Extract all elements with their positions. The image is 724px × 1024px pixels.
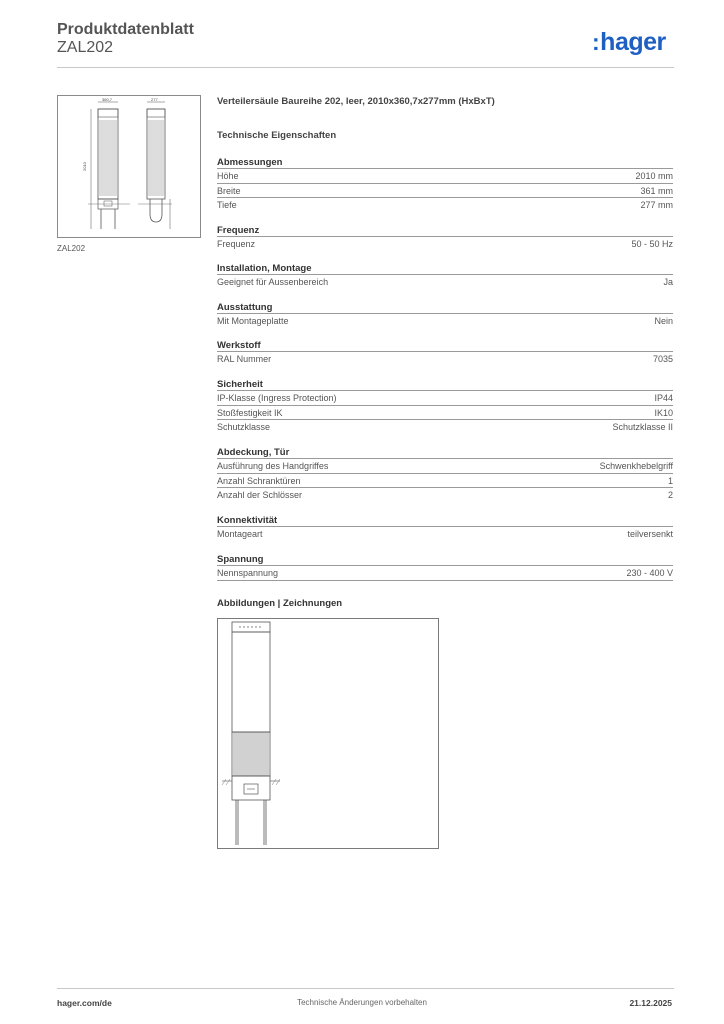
spec-label: Montageart [217, 529, 263, 539]
spec-label: Anzahl der Schlösser [217, 490, 303, 500]
spec-value: Ja [663, 277, 673, 287]
section-title-abmessungen: Abmessungen [217, 157, 283, 168]
logo-text: hager [600, 28, 666, 56]
spec-value: 230 - 400 V [626, 568, 673, 578]
dim-depth-label: 277 [151, 97, 158, 102]
spec-label: Ausführung des Handgriffes [217, 461, 329, 471]
logo-colon-icon: : [592, 29, 600, 55]
spec-row-frequenz [217, 236, 673, 251]
spec-label: IP-Klasse (Ingress Protection) [217, 393, 337, 403]
thumbnail-drawing [58, 96, 200, 237]
spec-row-ik [217, 405, 673, 420]
footer-divider [57, 988, 674, 989]
spec-value: IK10 [654, 407, 673, 418]
spec-row-montageart [217, 526, 673, 541]
spec-row-ral [217, 351, 673, 366]
spec-row-aussenbereich [217, 274, 673, 289]
spec-value: Schutzklasse II [612, 422, 673, 432]
spec-label: RAL Nummer [217, 354, 272, 364]
section-title-werkstoff: Werkstoff [217, 340, 261, 351]
spec-label: Geeignet für Aussenbereich [217, 277, 329, 287]
spec-value: 2010 mm [635, 171, 673, 181]
figure-drawing[interactable] [217, 618, 439, 849]
spec-value: teilversenkt [627, 529, 673, 539]
cabinet-drawing [218, 619, 438, 848]
spec-value: 7035 [652, 354, 673, 364]
section-title-installation: Installation, Montage [217, 263, 312, 274]
spec-row-schloesser [217, 487, 673, 502]
spec-label: Frequenz [217, 239, 256, 249]
section-title-frequenz: Frequenz [217, 225, 260, 236]
spec-row-schranktueren [217, 473, 673, 488]
footer-website-link[interactable]: hager.com/de [57, 998, 112, 1008]
product-thumbnail[interactable] [57, 95, 201, 238]
hager-logo[interactable] [592, 28, 666, 57]
section-title-ausstattung: Ausstattung [217, 302, 273, 313]
spec-value: IP44 [654, 393, 673, 403]
page-title: Produktdatenblatt [57, 21, 194, 38]
dim-height-label: 2010 [82, 162, 87, 171]
spec-row-breite [217, 183, 673, 198]
spec-row-nennspannung [217, 565, 673, 580]
footer-date: 21.12.2025 [629, 998, 672, 1008]
figures-title: Abbildungen | Zeichnungen [217, 598, 343, 609]
section-title-konnektivitaet: Konnektivität [217, 515, 278, 526]
section-title-abdeckung: Abdeckung, Tür [217, 447, 290, 458]
spec-row-hoehe [217, 168, 673, 183]
spec-row-tiefe [217, 197, 673, 212]
section-title-spannung: Spannung [217, 554, 264, 565]
spec-value: 2 [667, 490, 673, 500]
technical-heading: Technische Eigenschaften [217, 130, 337, 141]
spec-label: Tiefe [217, 200, 237, 210]
spec-label: Schutzklasse [217, 422, 271, 432]
spec-value: Nein [654, 316, 673, 326]
spec-row-montageplatte [217, 313, 673, 328]
product-code: ZAL202 [57, 39, 114, 56]
spec-row-handgriff [217, 458, 673, 473]
spec-value: 50 - 50 Hz [631, 239, 673, 249]
spec-label: Stoßfestigkeit IK [217, 407, 283, 418]
spec-label: Nennspannung [217, 568, 279, 578]
spec-label: Anzahl Schranktüren [217, 475, 301, 486]
spec-label: Breite [217, 185, 241, 196]
spec-label: Mit Montageplatte [217, 316, 289, 326]
spec-value: 361 mm [640, 185, 673, 196]
spec-row-ip-klasse [217, 390, 673, 405]
product-title: Verteilersäule Baureihe 202, leer, 2010x360,7x277mm (HxBxT) [217, 96, 495, 107]
spec-row-schutzklasse [217, 419, 673, 434]
dim-width-label: 360,7 [102, 97, 113, 102]
spec-value: Schwenkhebelgriff [599, 461, 673, 471]
spec-value: 1 [667, 475, 673, 486]
spec-value: 277 mm [640, 200, 673, 210]
spec-label: Höhe [217, 171, 239, 181]
footer-disclaimer: Technische Änderungen vorbehalten [297, 998, 427, 1007]
spec-table-bottom-rule [217, 580, 673, 581]
thumbnail-caption: ZAL202 [57, 244, 86, 253]
section-title-sicherheit: Sicherheit [217, 379, 263, 390]
header-divider [57, 67, 674, 68]
